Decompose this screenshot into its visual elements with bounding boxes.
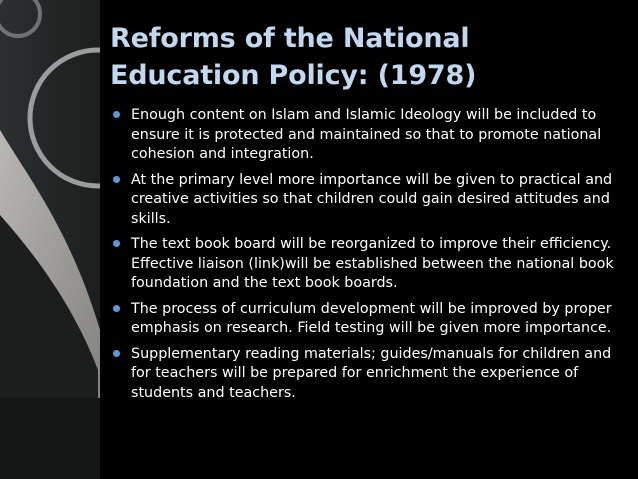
bullet-item-primary-level <box>113 171 628 230</box>
decorative-swirl-graphic <box>0 0 110 479</box>
bullet-text: The process of curriculum development will be improved by proper emphasis on research. Field testing will be given more importance. <box>131 300 612 336</box>
bullet-item-curriculum-development <box>113 300 628 339</box>
bullet-item-islamic-content <box>113 106 628 165</box>
bullet-item-supplementary-materials <box>113 345 628 404</box>
bullet-item-text-book-board <box>113 235 628 294</box>
bullet-text: Supplementary reading materials; guides/manuals for children and for teachers will be prepared for enrichment the experience of students and teachers. <box>131 345 612 401</box>
bullet-icon <box>113 176 120 183</box>
slide-title: Reforms of the National Education Policy: (1978) <box>110 23 477 91</box>
bullet-text: At the primary level more importance will be given to practical and creative activities so that children could gain desired attitudes and skills. <box>131 171 613 227</box>
bullet-text: The text book board will be reorganized to improve their efficiency. Effective liaison (link)will be established between the national book foundation and the text book boards. <box>131 236 614 291</box>
bullet-icon <box>113 305 120 312</box>
bullet-icon <box>113 111 120 118</box>
bullet-text: Enough content on Islam and Islamic Ideology will be included to ensure it is protected and maintained so that to promote national cohesion and integration. <box>131 107 602 162</box>
bullet-icon <box>113 350 120 357</box>
bullet-icon <box>113 240 120 247</box>
bullet-list <box>113 106 628 409</box>
decorative-background <box>0 0 110 479</box>
